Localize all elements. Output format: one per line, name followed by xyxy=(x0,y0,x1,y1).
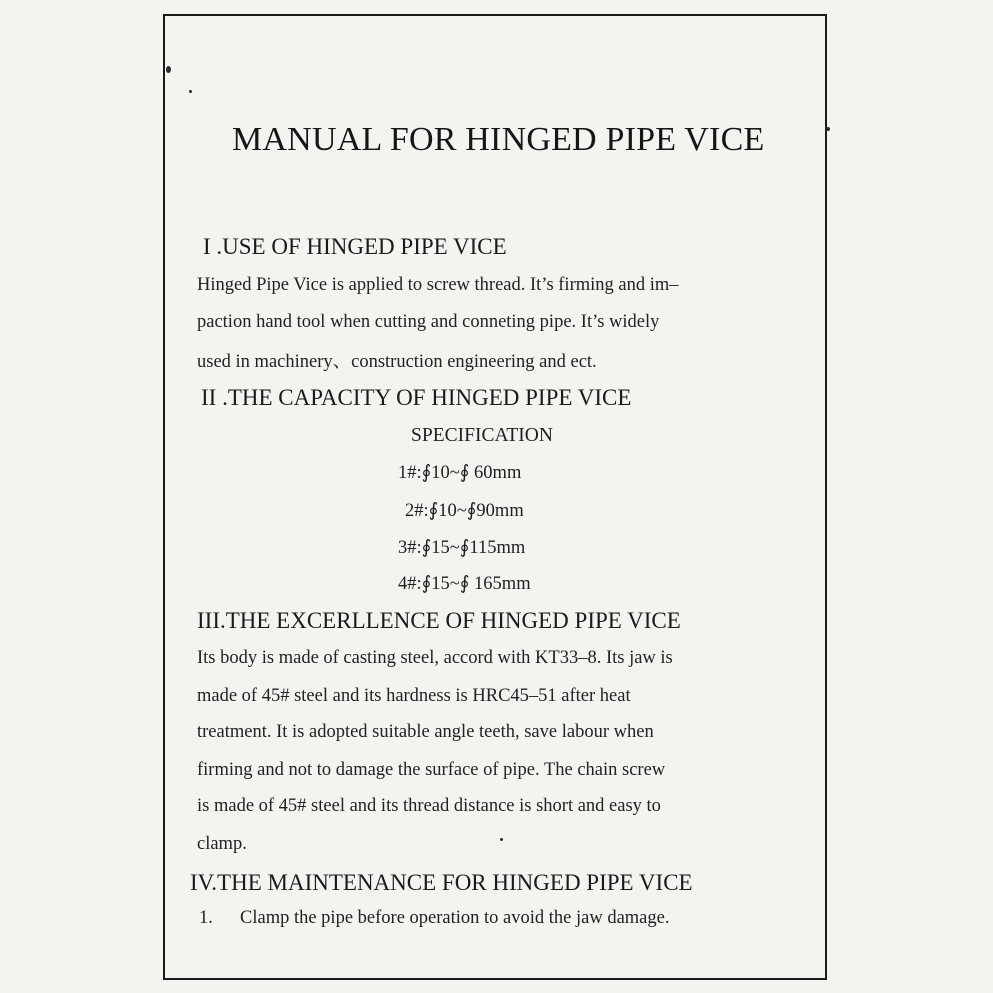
section3-line: Its body is made of casting steel, accord with KT33–8. Its jaw is xyxy=(197,648,673,668)
section1-heading: I .USE OF HINGED PIPE VICE xyxy=(203,234,507,259)
section3-line: treatment. It is adopted suitable angle teeth, save labour when xyxy=(197,722,654,742)
section1-line: Hinged Pipe Vice is applied to screw thread. It’s firming and im– xyxy=(197,275,679,295)
section3-line: made of 45# steel and its hardness is HRC45–51 after heat xyxy=(197,686,631,706)
section3-line: firming and not to damage the surface of pipe. The chain screw xyxy=(197,760,666,780)
spec-row: 4#:∮15~∮ 165mm xyxy=(398,574,531,594)
maintenance-item-number: 1. xyxy=(199,908,213,928)
section3-line: is made of 45# steel and its thread distance is short and easy to xyxy=(197,796,661,816)
document-title: MANUAL FOR HINGED PIPE VICE xyxy=(232,121,765,158)
section1-line: used in machinery、construction engineering and ect. xyxy=(197,352,597,372)
print-speck xyxy=(166,66,171,73)
spec-row: 2#:∮10~∮90mm xyxy=(405,501,524,521)
section3-line: clamp. xyxy=(197,834,247,854)
spec-row: 1#:∮10~∮ 60mm xyxy=(398,463,522,483)
section3-heading: III.THE EXCERLLENCE OF HINGED PIPE VICE xyxy=(197,608,681,633)
print-speck xyxy=(826,127,830,131)
section1-line: paction hand tool when cutting and conneting pipe. It’s widely xyxy=(197,312,660,332)
specification-heading: SPECIFICATION xyxy=(411,425,553,446)
print-speck xyxy=(500,838,503,841)
print-speck xyxy=(189,90,192,93)
maintenance-item-text: Clamp the pipe before operation to avoid the jaw damage. xyxy=(240,908,670,928)
spec-row: 3#:∮15~∮115mm xyxy=(398,538,526,558)
section4-heading: IV.THE MAINTENANCE FOR HINGED PIPE VICE xyxy=(190,870,693,895)
section2-heading: II .THE CAPACITY OF HINGED PIPE VICE xyxy=(201,385,632,410)
